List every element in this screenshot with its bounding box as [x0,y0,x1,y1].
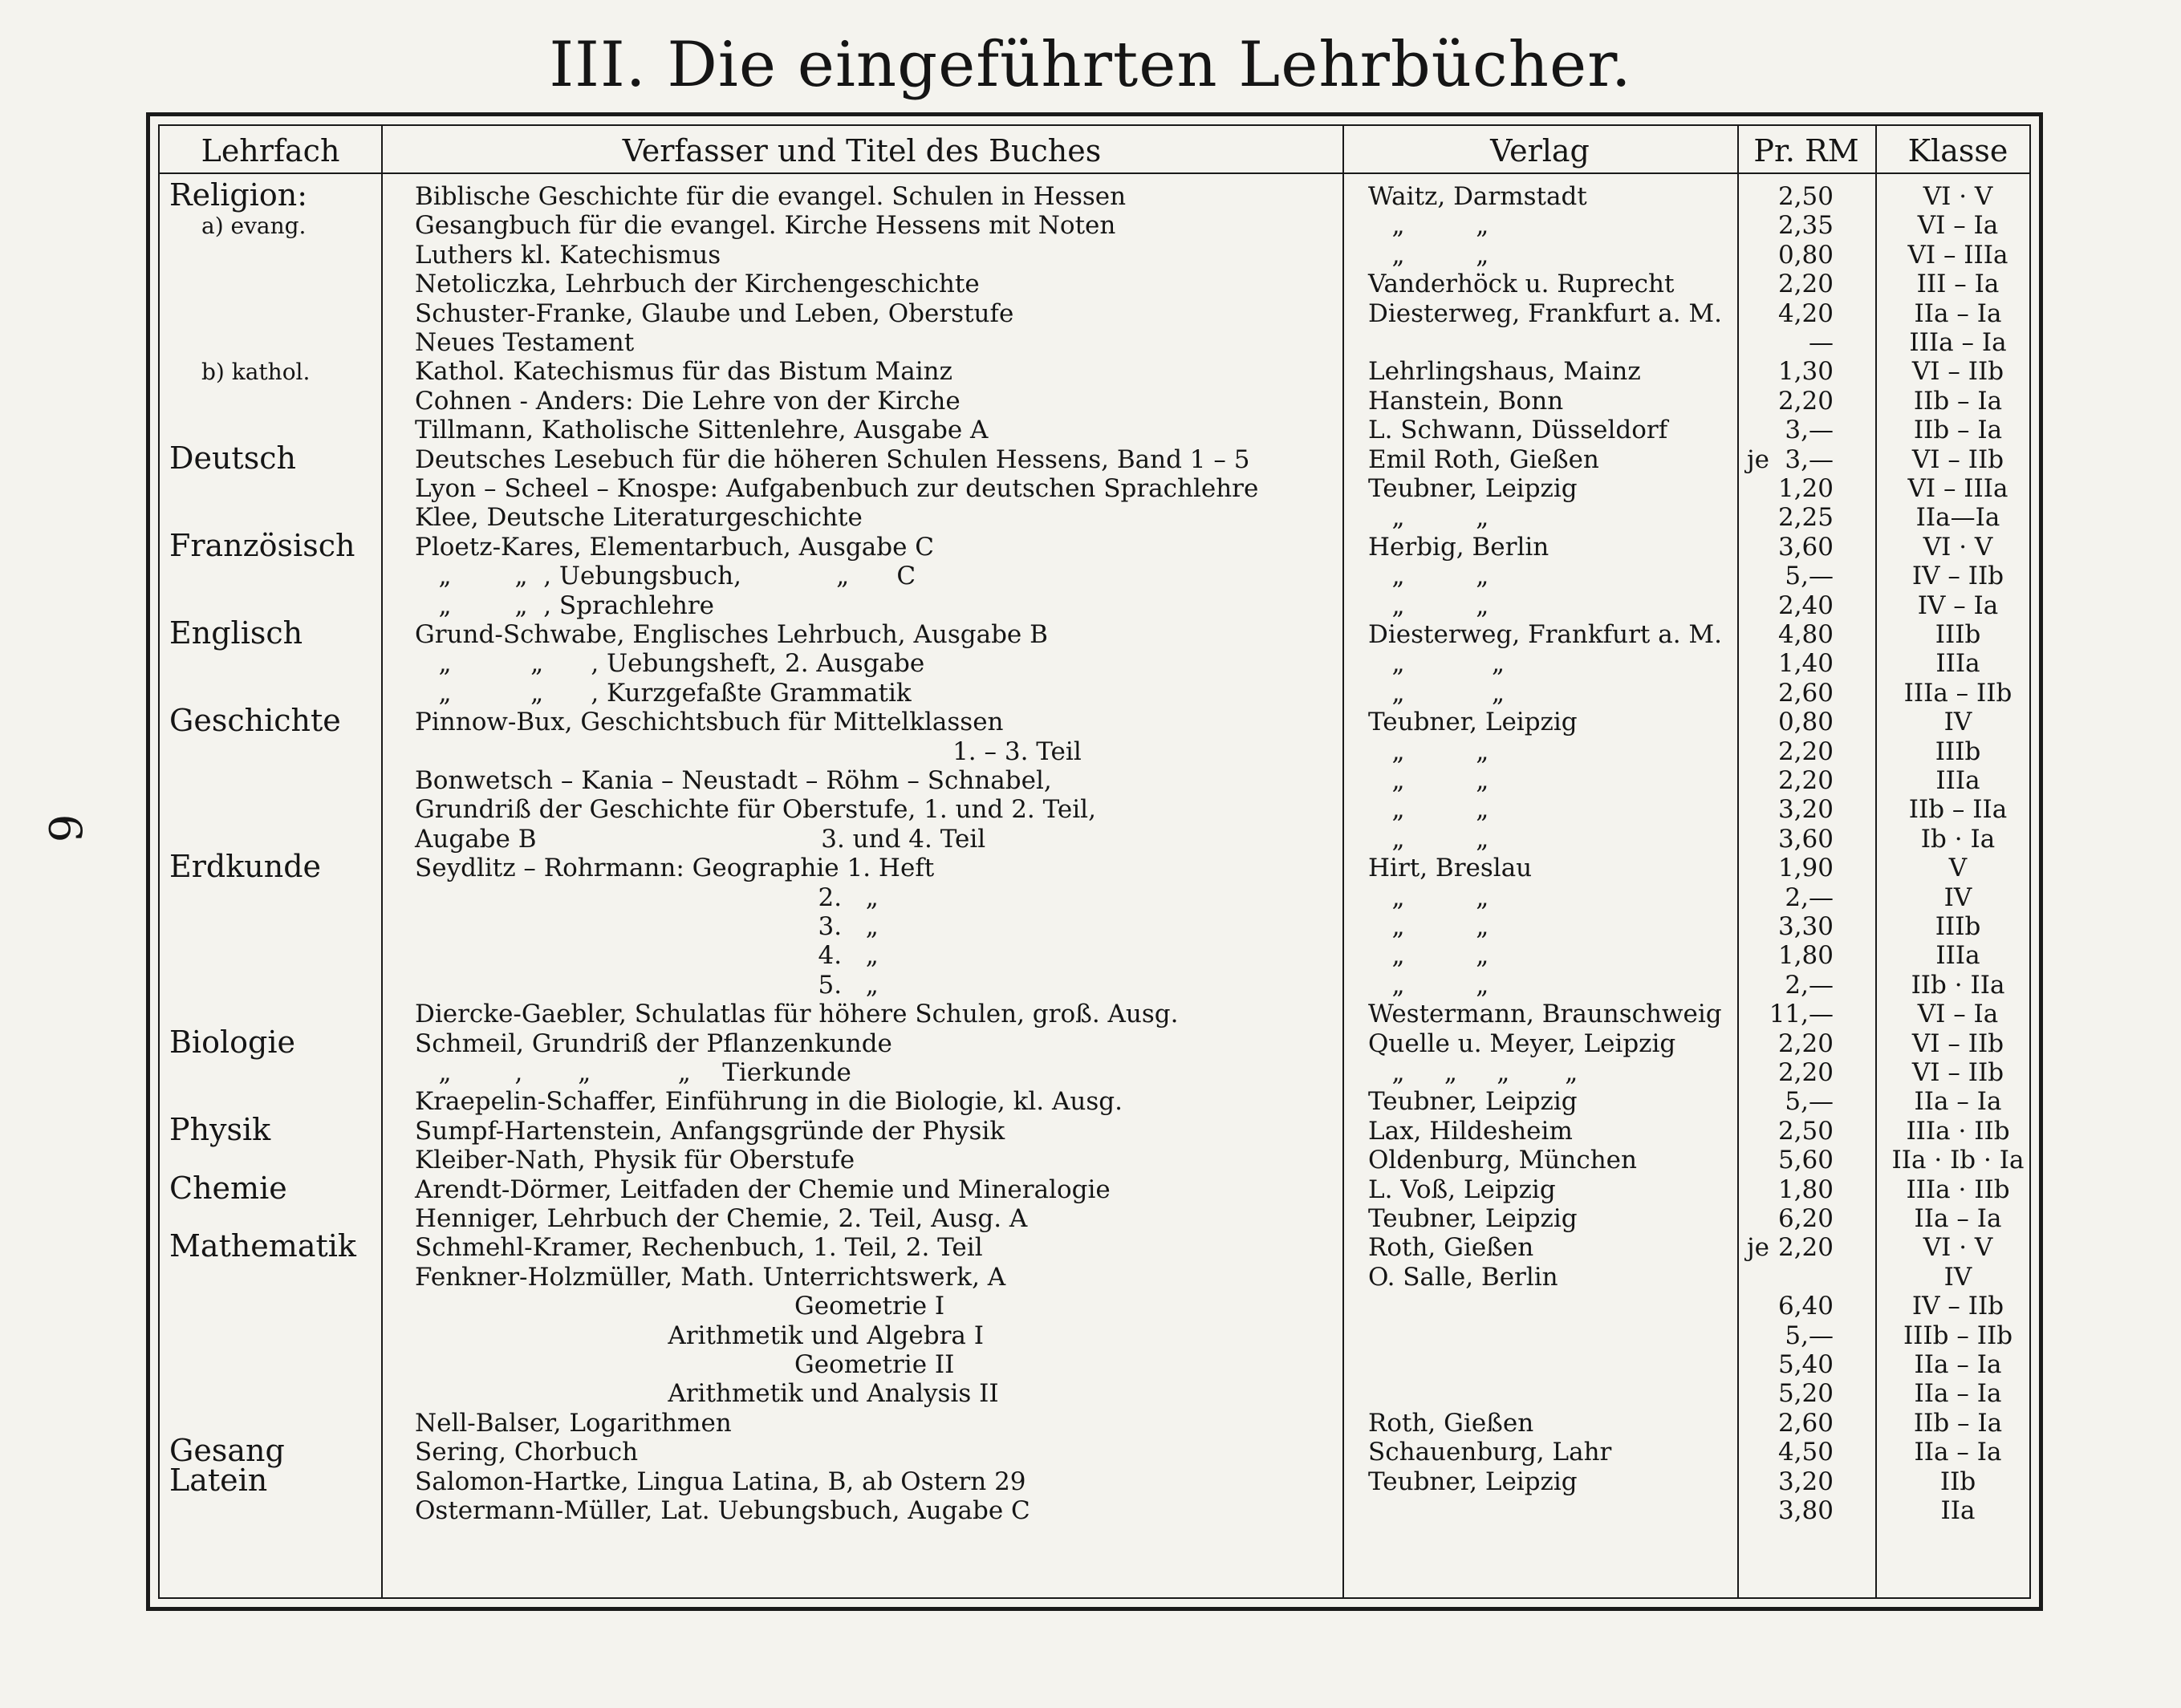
publisher: „ „ [1368,882,1489,912]
publisher: Schauenburg, Lahr [1368,1438,1612,1467]
publisher: Teubner, Leipzig [1368,474,1578,503]
class-range: IIb – Ia [1913,416,2003,445]
class-range: IIb [1939,1467,1976,1496]
class-range: IV [1943,708,1972,737]
publisher: Teubner, Leipzig [1368,708,1578,737]
price: 5,60 [1777,1146,1834,1175]
price: 2,— [1785,882,1834,912]
price: 5,— [1785,562,1834,591]
book-title: Schmehl-Kramer, Rechenbuch, 1. Teil, 2. Teil [415,1233,983,1263]
header-class: Klasse [1907,133,2008,168]
subject-label: Religion: [169,177,308,213]
book-title: „ „ , Uebungsheft, 2. Ausgabe [415,649,925,679]
publisher: „ „ [1368,503,1489,533]
class-range: V [1948,854,1968,883]
subject-label: Geschichte [169,703,341,739]
book-title: Grundriß der Geschichte für Oberstufe, 1. und 2. Teil, [415,795,1096,825]
class-range: IIa – Ia [1914,298,2002,328]
book-title: Arithmetik und Analysis II [415,1379,999,1409]
publisher: „ „ [1368,941,1489,971]
class-range: IIa · Ib · Ia [1891,1146,2025,1175]
price: 3,— [1785,416,1834,445]
price: 3,20 [1777,1467,1834,1496]
book-title: Biblische Geschichte für die evangel. Schulen in Hessen [415,182,1127,211]
book-title: 3. „ [415,912,879,941]
book-title: 4. „ [415,941,879,971]
publisher: Teubner, Leipzig [1368,1204,1578,1233]
publisher: Lax, Hildesheim [1368,1116,1573,1146]
price: 3,60 [1777,532,1834,562]
price: 3,20 [1777,795,1834,825]
book-title: Ostermann-Müller, Lat. Uebungsbuch, Augabe C [415,1496,1030,1525]
publisher: „ „ [1368,824,1489,854]
class-range: IIIb – IIb [1903,1321,2013,1350]
price: 2,20 [1777,270,1834,299]
class-range: IIIb [1935,736,1981,766]
price: 1,20 [1777,474,1834,503]
book-title: 2. „ [415,882,879,912]
price: 5,— [1785,1321,1834,1350]
class-range: VI – IIIa [1907,240,2008,270]
subject-label: Erdkunde [169,849,322,885]
price: 5,— [1785,1087,1834,1117]
price: 3,30 [1777,912,1834,941]
class-range: IIa – Ia [1914,1087,2002,1117]
book-title: Neues Testament [415,328,635,357]
header-subject: Lehrfach [201,133,340,168]
publisher: „ „ [1368,736,1489,766]
publisher: Lehrlingshaus, Mainz [1368,357,1641,387]
publisher: „ „ [1368,649,1505,679]
class-range: VI – IIb [1911,357,2004,387]
publisher: „ „ [1368,912,1489,941]
price-prefix: je [1747,444,1769,474]
publisher: „ „ „ „ [1368,1058,1578,1087]
subject-label: Mathematik [169,1228,356,1264]
book-title: Sumpf-Hartenstein, Anfangsgründe der Physik [415,1116,1005,1146]
column-divider [1737,126,1739,1597]
class-range: IIa – Ia [1914,1350,2002,1379]
book-title: Tillmann, Katholische Sittenlehre, Ausgabe A [415,416,989,445]
page-title: III. Die eingeführten Lehrbücher. [549,29,1632,101]
price: 4,80 [1777,620,1834,649]
book-title: Salomon-Hartke, Lingua Latina, B, ab Ostern 29 [415,1467,1026,1496]
price: 2,20 [1777,386,1834,416]
price: 2,25 [1777,503,1834,533]
publisher: Emil Roth, Gießen [1368,444,1599,474]
book-title: Netoliczka, Lehrbuch der Kirchengeschichte [415,270,980,299]
class-range: IV – IIb [1911,1292,2004,1321]
publisher: „ „ [1368,211,1489,241]
class-range: IIIa [1935,649,1980,679]
page-number: 6 [38,813,91,843]
class-range: Ib · Ia [1920,824,1996,854]
class-range: IIa [1940,1496,1976,1525]
book-title: Fenkner-Holzmüller, Math. Unterrichtswerk, A [415,1262,1006,1292]
book-title: „ „ , Sprachlehre [415,590,715,620]
publisher: Roth, Gießen [1368,1408,1534,1438]
class-range: IV [1943,1262,1972,1292]
price: 0,80 [1777,708,1834,737]
price: 2,20 [1777,1058,1834,1087]
class-range: IIb · IIa [1911,970,2005,1000]
class-range: VI · V [1923,182,1993,211]
publisher: Teubner, Leipzig [1368,1467,1578,1496]
subject-label: Gesang [169,1433,285,1469]
publisher: Vanderhöck u. Ruprecht [1368,270,1675,299]
class-range: IIb – Ia [1913,386,2003,416]
class-range: VI · V [1923,532,1993,562]
class-range: IIIa [1935,766,1980,795]
class-range: VI – Ia [1917,211,1999,241]
class-range: IV – Ia [1917,590,1999,620]
book-title: Henniger, Lehrbuch der Chemie, 2. Teil, Ausg. A [415,1204,1028,1233]
subject-subsection: b) kathol. [201,359,311,386]
class-range: IIIb [1935,912,1981,941]
header-title: Verfasser und Titel des Buches [622,133,1102,168]
class-range: IIb – IIa [1908,795,2008,825]
book-title: Sering, Chorbuch [415,1438,639,1467]
publisher: Oldenburg, München [1368,1146,1637,1175]
price-prefix: je [1747,1233,1769,1263]
book-title: Klee, Deutsche Literaturgeschichte [415,503,863,533]
price: 4,20 [1777,298,1834,328]
price: 5,40 [1777,1350,1834,1379]
book-title: Luthers kl. Katechismus [415,240,721,270]
class-range: III – Ia [1916,270,2000,299]
class-range: IIa – Ia [1914,1204,2002,1233]
price: 1,40 [1777,649,1834,679]
class-range: VI – IIb [1911,444,2004,474]
subject-label: Französisch [169,527,355,563]
price: 2,20 [1777,1233,1834,1263]
header-price: Pr. RM [1753,133,1859,168]
price: — [1809,328,1834,357]
table-inner-frame [158,124,2031,1599]
publisher: „ „ [1368,590,1489,620]
publisher: Roth, Gießen [1368,1233,1534,1263]
price: 2,20 [1777,736,1834,766]
book-title: Geometrie I [415,1292,945,1321]
subject-label: Biologie [169,1024,295,1060]
class-range: IIa—Ia [1915,503,2000,533]
book-title: Schmeil, Grundriß der Pflanzenkunde [415,1028,892,1058]
class-range: VI – IIIa [1907,474,2008,503]
publisher: Diesterweg, Frankfurt a. M. [1368,620,1722,649]
subject-subsection: a) evang. [201,213,307,240]
publisher: „ „ [1368,766,1489,795]
class-range: IIIa · IIb [1906,1175,2010,1204]
publisher: „ „ [1368,795,1489,825]
price: 3,— [1785,444,1834,474]
class-range: IIIa · IIb [1906,1116,2010,1146]
publisher: Herbig, Berlin [1368,532,1549,562]
publisher: O. Salle, Berlin [1368,1262,1558,1292]
book-title: Deutsches Lesebuch für die höheren Schulen Hessens, Band 1 – 5 [415,444,1250,474]
publisher: „ „ [1368,562,1489,591]
book-title: Cohnen - Anders: Die Lehre von der Kirche [415,386,961,416]
book-title: Nell-Balser, Logarithmen [415,1408,732,1438]
column-divider [381,126,383,1597]
class-range: IIa – Ia [1914,1379,2002,1409]
publisher: Westermann, Braunschweig [1368,1000,1722,1029]
price: 4,50 [1777,1438,1834,1467]
price: 6,40 [1777,1292,1834,1321]
publisher: Waitz, Darmstadt [1368,182,1587,211]
class-range: IIIa [1935,941,1980,971]
header-publisher: Verlag [1490,133,1590,168]
class-range: VI – IIb [1911,1058,2004,1087]
publisher: Quelle u. Meyer, Leipzig [1368,1028,1676,1058]
book-title: Grund-Schwabe, Englisches Lehrbuch, Ausgabe B [415,620,1048,649]
book-title: Bonwetsch – Kania – Neustadt – Röhm – Schnabel, [415,766,1052,795]
header-divider [160,172,2029,174]
book-title: Diercke-Gaebler, Schulatlas für höhere Schulen, groß. Ausg. [415,1000,1179,1029]
book-title: Gesangbuch für die evangel. Kirche Hessens mit Noten [415,211,1116,241]
price: 1,30 [1777,357,1834,387]
price: 5,20 [1777,1379,1834,1409]
book-title: Augabe B 3. und 4. Teil [415,824,986,854]
book-title: Arithmetik und Algebra I [415,1321,984,1350]
class-range: IIb – Ia [1913,1408,2003,1438]
publisher: Hirt, Breslau [1368,854,1533,883]
book-title: Geometrie II [415,1350,955,1379]
publisher: Teubner, Leipzig [1368,1087,1578,1117]
subject-label: Deutsch [169,440,296,476]
subject-label: Englisch [169,615,303,651]
price: 3,60 [1777,824,1834,854]
column-divider [1342,126,1344,1597]
price: 1,90 [1777,854,1834,883]
subject-label: Chemie [169,1170,287,1206]
book-title: Ploetz-Kares, Elementarbuch, Ausgabe C [415,532,935,562]
book-title: Kleiber-Nath, Physik für Oberstufe [415,1146,855,1175]
publisher: Hanstein, Bonn [1368,386,1564,416]
price: 2,60 [1777,678,1834,708]
book-title: 1. – 3. Teil [415,736,1082,766]
price: 2,60 [1777,1408,1834,1438]
class-range: VI – Ia [1917,1000,1999,1029]
price: 0,80 [1777,240,1834,270]
class-range: IV [1943,882,1972,912]
price: 2,50 [1777,182,1834,211]
price: 2,35 [1777,211,1834,241]
class-range: VI – IIb [1911,1028,2004,1058]
book-title: „ „ , Kurzgefaßte Grammatik [415,678,912,708]
book-title: 5. „ [415,970,879,1000]
publisher: „ „ [1368,240,1489,270]
class-range: IIIb [1935,620,1981,649]
book-title: Kathol. Katechismus für das Bistum Mainz [415,357,952,387]
book-title: Pinnow-Bux, Geschichtsbuch für Mittelklassen [415,708,1004,737]
subject-label: Latein [169,1462,268,1498]
textbook-table [146,112,2043,1611]
class-range: IIIa – Ia [1909,328,2007,357]
publisher: Diesterweg, Frankfurt a. M. [1368,298,1722,328]
price: 2,50 [1777,1116,1834,1146]
price: 2,20 [1777,1028,1834,1058]
class-range: IV – IIb [1911,562,2004,591]
price: 6,20 [1777,1204,1834,1233]
book-title: Kraepelin-Schaffer, Einführung in die Biologie, kl. Ausg. [415,1087,1123,1117]
price: 2,40 [1777,590,1834,620]
price: 1,80 [1777,941,1834,971]
class-range: IIIa – IIb [1903,678,2012,708]
subject-label: Physik [169,1111,271,1147]
price: 1,80 [1777,1175,1834,1204]
publisher: L. Voß, Leipzig [1368,1175,1556,1204]
book-title: „ , „ „ Tierkunde [415,1058,851,1087]
price: 11,— [1769,1000,1834,1029]
book-title: Arendt-Dörmer, Leitfaden der Chemie und Mineralogie [415,1175,1111,1204]
price: 3,80 [1777,1496,1834,1525]
book-title: „ „ , Uebungsbuch, „ C [415,562,916,591]
book-title: Seydlitz – Rohrmann: Geographie 1. Heft [415,854,935,883]
book-title: Lyon – Scheel – Knospe: Aufgabenbuch zur deutschen Sprachlehre [415,474,1259,503]
class-range: VI · V [1923,1233,1993,1263]
price: 2,— [1785,970,1834,1000]
publisher: „ „ [1368,970,1489,1000]
publisher: L. Schwann, Düsseldorf [1368,416,1668,445]
publisher: „ „ [1368,678,1505,708]
book-title: Schuster-Franke, Glaube und Leben, Oberstufe [415,298,1014,328]
class-range: IIa – Ia [1914,1438,2002,1467]
price: 2,20 [1777,766,1834,795]
